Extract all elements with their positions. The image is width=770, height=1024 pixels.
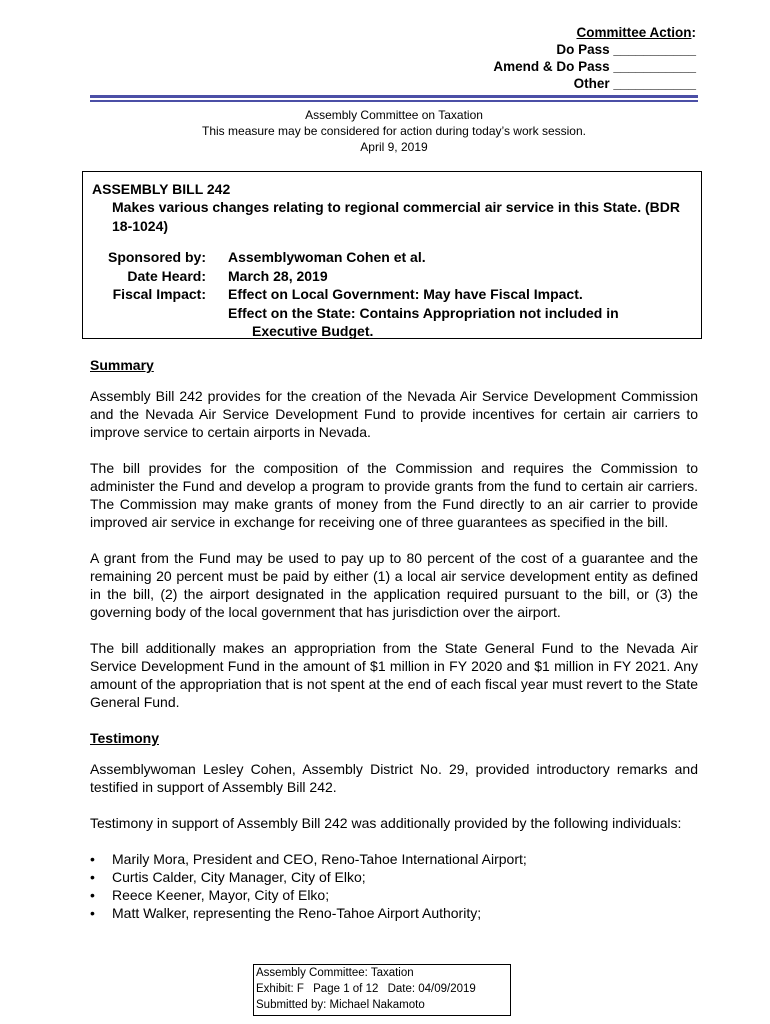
- exhibit-committee: Assembly Committee: Taxation: [256, 967, 414, 979]
- bill-meta: [83, 248, 703, 341]
- sponsored-label: Sponsored by:: [107, 249, 206, 265]
- list-item: • Matt Walker, representing the Reno-Tahoe Airport Authority;: [90, 905, 482, 921]
- fiscal-impact-row: [83, 285, 703, 341]
- work-session-note: This measure may be considered for action during today’s work session.: [202, 124, 586, 138]
- sponsored-value: Assemblywoman Cohen et al.: [228, 249, 426, 265]
- header-date: April 9, 2019: [360, 140, 428, 154]
- date-heard-label: Date Heard:: [127, 267, 206, 284]
- fiscal-impact-label: Fiscal Impact:: [112, 286, 206, 302]
- exhibit-date: Date: 04/09/2019: [387, 983, 476, 995]
- list-item: • Reece Keener, Mayor, City of Elko;: [90, 887, 330, 903]
- exhibit-label: Exhibit: F: [256, 983, 304, 995]
- sponsored-row: [83, 248, 703, 267]
- bullet-icon: •: [90, 887, 95, 903]
- bill-info-box: [82, 171, 702, 339]
- committee-action-title: Committee Action:: [576, 25, 696, 40]
- header-rule-thin: [90, 100, 698, 102]
- committee-action-other: Other ___________: [573, 76, 696, 91]
- bullet-icon: •: [90, 869, 95, 885]
- summary-heading: Summary: [90, 357, 154, 373]
- document-body: [90, 356, 698, 922]
- committee-action-do-pass: Do Pass ___________: [556, 42, 696, 57]
- fiscal-state: Effect on the State: Contains Appropriation not included in: [228, 304, 619, 321]
- summary-paragraph: Assembly Bill 242 provides for the creation of the Nevada Air Service Development Commission and the Nevada Air Service Development Fund to provide incentives for certain air carriers to improve service to certain airports in Nevada.: [90, 388, 698, 440]
- header-rule-thick: [90, 95, 698, 98]
- header-info: [90, 107, 698, 155]
- committee-name: Assembly Committee on Taxation: [305, 108, 483, 122]
- fiscal-impact-values: [228, 285, 703, 341]
- date-heard-value: March 28, 2019: [228, 267, 328, 284]
- fiscal-local: Effect on Local Government: May have Fiscal Impact.: [228, 286, 583, 302]
- committee-action-amend: Amend & Do Pass ___________: [493, 59, 696, 74]
- date-heard-row: [83, 267, 703, 286]
- summary-paragraph: The bill additionally makes an appropriation from the State General Fund to the Nevada Air Service Development Fund in the amount of $1 million in FY 2020 and $1 million in FY 2021. Any amount of the appropriation that is not spent at the end of each fiscal year must revert to the State General Fund.: [90, 640, 698, 710]
- testimony-paragraph: Testimony in support of Assembly Bill 242 was additionally provided by the following individuals:: [90, 815, 682, 831]
- list-item: • Curtis Calder, City Manager, City of Elko;: [90, 869, 366, 885]
- bill-title: ASSEMBLY BILL 242: [92, 181, 231, 197]
- summary-paragraph: A grant from the Fund may be used to pay up to 80 percent of the cost of a guarantee and the remaining 20 percent must be paid by either (1) a local air service development entity as defined in the bill, (2) the airport designated in the application required pursuant to the bill, or (3) the governing body of the local government that has jurisdiction over the airport.: [90, 550, 698, 620]
- committee-action-block: [493, 24, 696, 92]
- list-item: • Marily Mora, President and CEO, Reno-Tahoe International Airport;: [90, 851, 527, 867]
- testimony-list: [90, 850, 698, 922]
- bullet-icon: •: [90, 851, 95, 867]
- exhibit-details: [256, 981, 508, 997]
- bullet-icon: •: [90, 905, 95, 921]
- fiscal-state-cont: Executive Budget.: [252, 323, 374, 339]
- exhibit-stamp: [253, 964, 511, 1016]
- exhibit-submitted: Submitted by: Michael Nakamoto: [256, 999, 425, 1011]
- bill-description: Makes various changes relating to regional commercial air service in this State. (BDR 18-1024): [112, 199, 680, 234]
- testimony-heading: Testimony: [90, 730, 159, 746]
- exhibit-page: Page 1 of 12: [313, 983, 379, 995]
- summary-paragraph: The bill provides for the composition of the Commission and requires the Commission to administer the Fund and develop a program to provide grants from the fund to certain air carriers. The Commission may make grants of money from the Fund directly to an air carrier to provide improved air service in exchange for receiving one of three guarantees as specified in the bill.: [90, 460, 698, 530]
- testimony-paragraph: Assemblywoman Lesley Cohen, Assembly District No. 29, provided introductory remarks and testified in support of Assembly Bill 242.: [90, 761, 698, 795]
